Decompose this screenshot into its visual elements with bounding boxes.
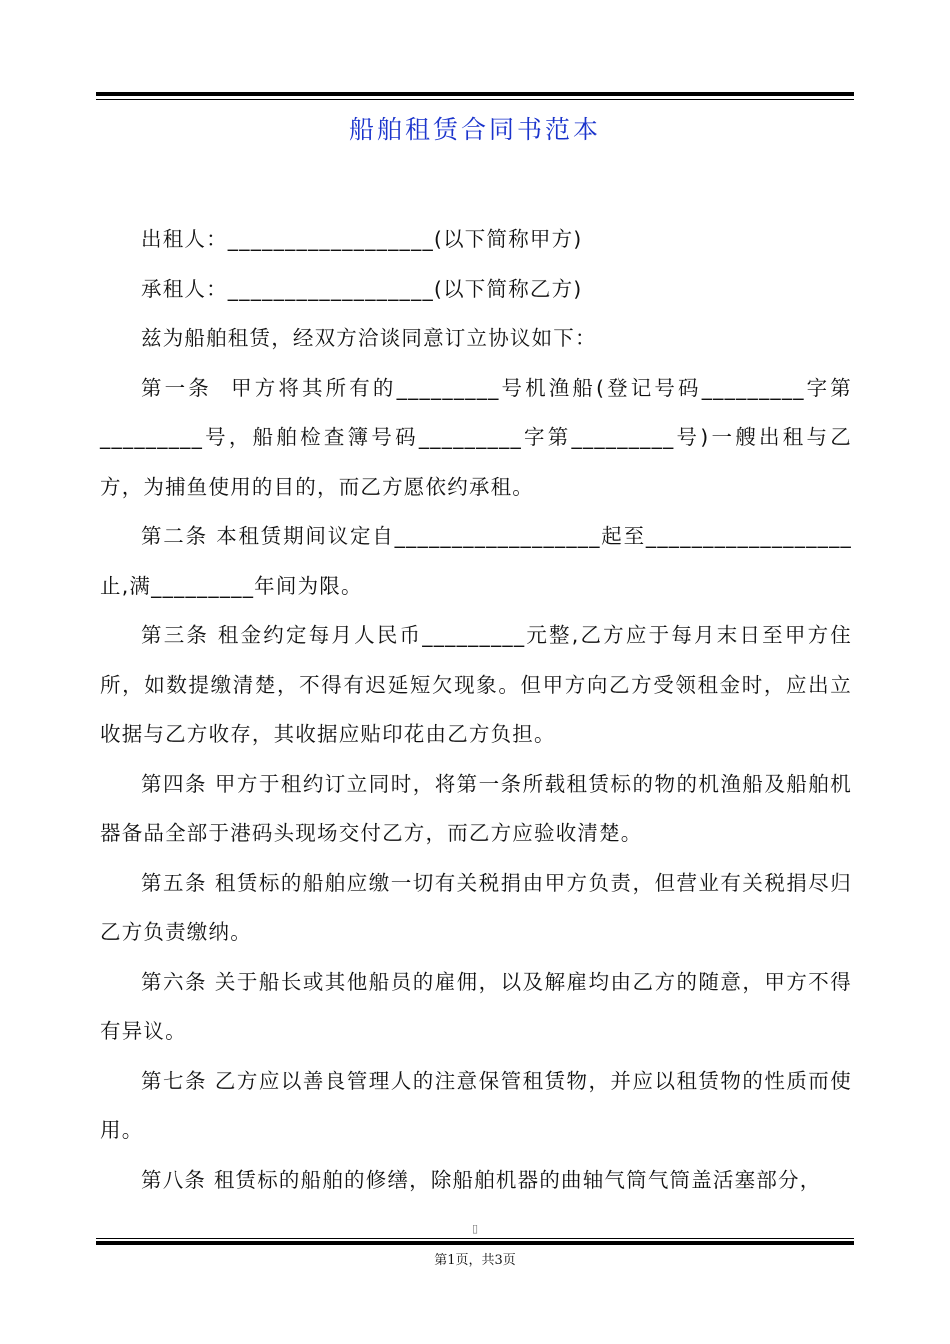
header-rule-thin (96, 99, 854, 100)
article-3-paragraph: 第三条 租金约定每月人民币_________元整,乙方应于每月末日至甲方住所，如数提缴清楚，不得有迟延短欠现象。但甲方向乙方受领租金时，应出立收据与乙方收存，其收据应贴印花由乙方负担。 (100, 623, 852, 746)
article-8-paragraph: 第八条 租赁标的船舶的修缮，除船舶机器的曲轴气筒气筒盖活塞部分， (141, 1167, 822, 1192)
lessor-line: 出租人：__________________(以下简称甲方) (141, 227, 583, 251)
footer-rule-thick (96, 1241, 854, 1245)
footer-rule-thin (96, 1238, 854, 1239)
page-number: 第1页，共3页 (434, 1253, 516, 1268)
article-7-paragraph: 第七条 乙方应以善良管理人的注意保管租赁物，并应以租赁物的性质而使用。 (100, 1068, 852, 1142)
document-body (100, 215, 852, 1205)
article-1-paragraph: 第一条 甲方将其所有的_________号机渔船(登记号码_________字第_________号，船舶检查簿号码_________字第_________号)一艘出租与乙方，为捕鱼使用的目的，而乙方愿依约承租。 (100, 375, 852, 499)
lessee-line: 承租人：__________________(以下简称乙方) (141, 276, 583, 301)
article-5-paragraph: 第五条 租赁标的船舶应缴一切有关税捐由甲方负责，但营业有关税捐尽归乙方负责缴纳。 (100, 870, 852, 944)
article-4-paragraph: 第四条 甲方于租约订立同时，将第一条所载租赁标的物的机渔船及船舶机器备品全部于港码头现场交付乙方，而乙方应验收清楚。 (100, 771, 852, 845)
header-rule-thick (96, 92, 854, 96)
preamble-paragraph: 兹为船舶租赁，经双方洽谈同意订立协议如下： (141, 326, 597, 350)
page-break-marker: ▯ (471, 1222, 479, 1235)
document-title: 船舶租赁合同书范本 (348, 115, 601, 144)
article-6-paragraph: 第六条 关于船长或其他船员的雇佣，以及解雇均由乙方的随意，甲方不得有异议。 (100, 969, 852, 1043)
article-2-paragraph: 第二条 本租赁期间议定自__________________起至__________________止,满_________年间为限。 (100, 524, 852, 598)
